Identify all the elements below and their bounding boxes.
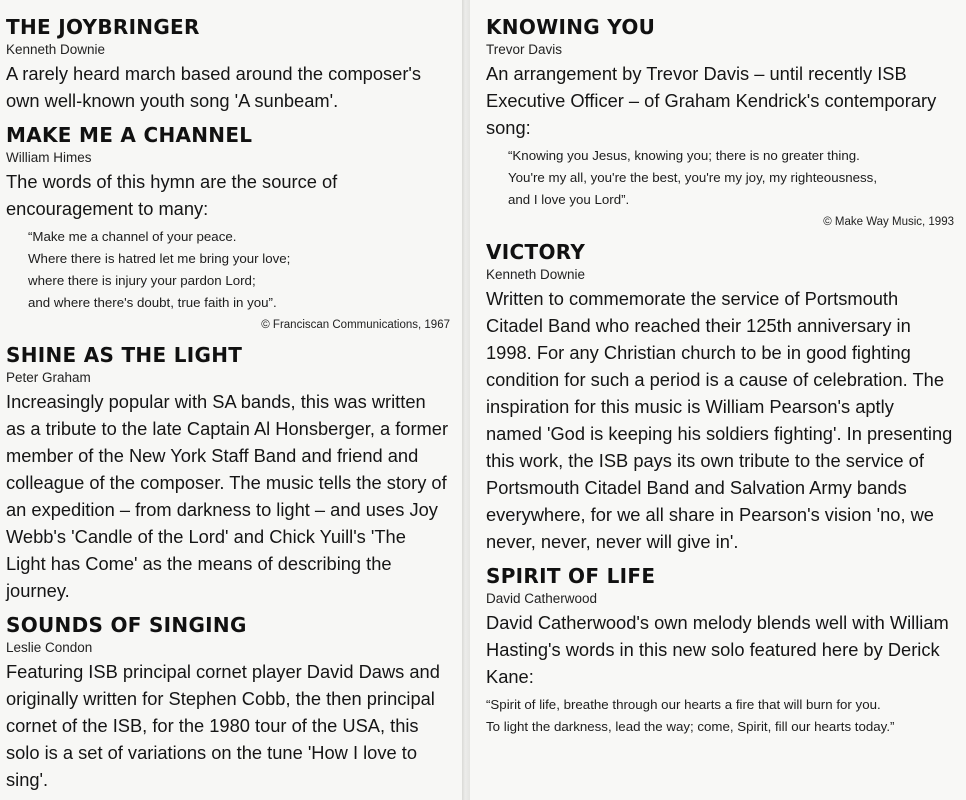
section-title: MAKE ME A CHANNEL <box>6 123 253 147</box>
quote-line: “Make me a channel of your peace. <box>28 229 237 244</box>
section-title: SOUNDS OF SINGING <box>6 613 247 637</box>
page-fold-divider <box>462 0 470 800</box>
section-description: An arrangement by Trevor Davis – until recently ISB Executive Officer – of Graham Kendrick's contemporary song: <box>486 63 937 138</box>
section-description: The words of this hymn are the source of encouragement to many: <box>6 171 338 219</box>
composer-name: William Himes <box>6 150 92 165</box>
composer-name: Leslie Condon <box>6 640 93 655</box>
section-the-joybringer <box>6 14 450 114</box>
section-shine-as-the-light <box>6 342 450 604</box>
section-spirit-of-life <box>486 563 954 738</box>
section-description: Increasingly popular with SA bands, this was written as a tribute to the late Captain Al Honsberger, a former member of the New York Staff Band and friend and colleague of the composer. The music tells the story of an expedition – from darkness to light – and uses Joy Webb's 'Candle of the Lord' and Chick Yuill's 'The Light has Come' as the means of describing the journey. <box>6 391 449 601</box>
quote-line: “Spirit of life, breathe through our hearts a fire that will burn for you. <box>486 697 881 712</box>
quote-line: “Knowing you Jesus, knowing you; there is no greater thing. <box>508 148 860 163</box>
composer-name: Peter Graham <box>6 370 91 385</box>
quote-line: Where there is hatred let me bring your love; <box>28 251 291 266</box>
composer-name: Trevor Davis <box>486 42 563 57</box>
section-title: SPIRIT OF LIFE <box>486 564 656 588</box>
composer-name: David Catherwood <box>486 591 598 606</box>
quote-line: You're my all, you're the best, you're my joy, my righteousness, <box>508 170 878 185</box>
section-description: David Catherwood's own melody blends well with William Hasting's words in this new solo featured here by Derick Kane: <box>486 612 949 687</box>
copyright-credit: © Make Way Music, 1993 <box>823 216 954 228</box>
quote-line: and I love you Lord”. <box>508 192 630 207</box>
left-page <box>0 0 462 800</box>
section-description: A rarely heard march based around the composer's own well-known youth song 'A sunbeam'. <box>6 63 422 111</box>
section-description: Featuring ISB principal cornet player David Daws and originally written for Stephen Cobb, the then principal cornet of the ISB, for the 1980 tour of the USA, this solo is a set of variations on the tune 'How I love to sing'. <box>6 661 440 790</box>
song-quote <box>508 145 954 211</box>
quote-line: To light the darkness, lead the way; come, Spirit, fill our hearts today.” <box>486 719 895 734</box>
composer-name: Kenneth Downie <box>6 42 106 57</box>
copyright-credit: © Franciscan Communications, 1967 <box>261 319 450 331</box>
quote-line: and where there's doubt, true faith in you”. <box>28 295 277 310</box>
song-quote <box>486 694 954 738</box>
section-title: VICTORY <box>486 240 586 264</box>
section-title: SHINE AS THE LIGHT <box>6 343 243 367</box>
hymn-quote <box>28 226 450 314</box>
right-page <box>470 0 966 800</box>
composer-name: Kenneth Downie <box>486 267 586 282</box>
section-title: THE JOYBRINGER <box>6 15 200 39</box>
section-make-me-a-channel <box>6 122 450 334</box>
section-description: Written to commemorate the service of Portsmouth Citadel Band who reached their 125th anniversary in 1998. For any Christian church to be in good fighting condition for such a period is a cause of celebration. The inspiration for this music is William Pearson's aptly named 'God is keeping his soldiers fighting'. In presenting this work, the ISB pays its own tribute to the service of Portsmouth Citadel Band and Salvation Army bands everywhere, for we all share in Pearson's vision 'no, we never, never, never will give in'. <box>486 288 953 552</box>
section-sounds-of-singing <box>6 612 450 793</box>
quote-line: where there is injury your pardon Lord; <box>28 273 256 288</box>
section-victory <box>486 239 954 555</box>
section-knowing-you <box>486 14 954 231</box>
section-title: KNOWING YOU <box>486 15 656 39</box>
